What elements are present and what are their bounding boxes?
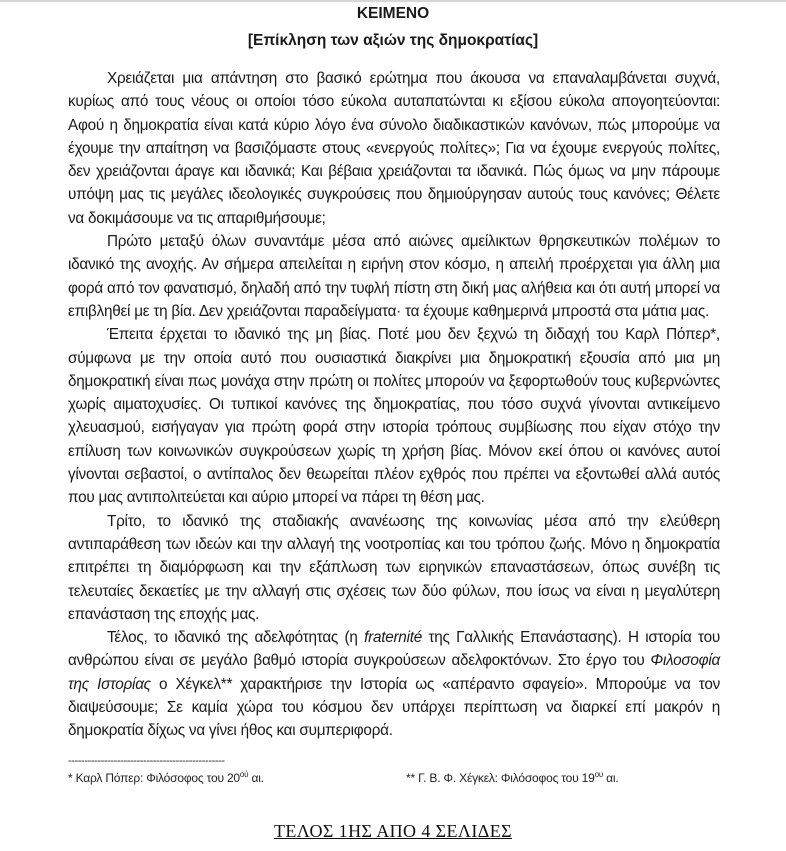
document-body [68,67,720,743]
footnote-text: * Καρλ Πόπερ: Φιλόσοφος του 20 [68,771,240,785]
paragraph: Έπειτα έρχεται το ιδανικό της μη βίας. Ποτέ μου δεν ξεχνώ τη διδαχή του Καρλ Πόπερ*, σύμφωνα με την οποία αυτό που ουσιαστικά διακρίνει μια δημοκρατική εξουσία από μια μη δημοκρατική είναι πως μονάχα στην πρώτη οι πολίτες μπορούν να ξεφορτωθούν τους κυβερνώντες χωρίς αιματοχυσίες. Οι τυπικοί κανόνες της δημοκρατίας, που τόσο συχνά γίνονται αντικείμενο χλευασμού, εισήγαγαν για πρώτη φορά στην ιστορία τρόπους συμβίωσης που είχαν στόχο την επίλυση των κοινωνικών συγκρούσεων χωρίς τη χρήση βίας. Μόνον εκεί όπου οι κανόνες αυτοί γίνονται σεβαστοί, ο αντίπαλος δεν θεωρείται πλέον εχθρός που πρέπει να εξοντωθεί αλλά αυτός που μας αντιπολιτεύεται και αύριο μπορεί να πάρει τη θέση μας. [68,326,720,507]
footnote-text: ** Γ. Β. Φ. Χέγκελ: Φιλόσοφος του 19 [406,771,595,785]
document-subtitle: [Επίκληση των αξιών της δημοκρατίας] [247,32,539,49]
text-run: της Γαλλικής Επανάστασης). Η ιστορία του ανθρώπου είναι σε μεγάλο βαθμό ιστορία συγκρούσεων αδελφοκτόνων. Στο έργο του [68,629,720,670]
footnote-suffix: αι. [603,771,619,785]
paragraph-last [68,626,720,742]
text-run: ο Χέγκελ** χαρακτήρισε την Ιστορία ως «απέραντο σφαγείο». Μπορούμε να τον διαψεύσουμε; Σε καμία χώρα του κόσμου δεν υπάρχει περίπτωση να διαρκεί επί μακρόν η δημοκρατία δίχως να γίνει ήθος και συμπεριφορά. [68,675,720,740]
footnote-hegel [406,771,619,785]
footnote-sup: ου [594,770,604,779]
footnote-separator: ------------------------------------------------ [68,755,225,767]
page-top-border [0,0,786,2]
paragraph: Πρώτο μεταξύ όλων συναντάμε μέσα από αιώνες αμείλικτων θρησκευτικών πολέμων το ιδανικό της ανοχής. Αν σήμερα απειλείται η ειρήνη στον κόσμο, η απειλή προέρχεται για άλλη μια φορά από τον φανατισμό, δηλαδή από την τυφλή πίστη στη δική μας αλήθεια και ότι αυτή μπορεί να επιβληθεί με τη βία. Δεν χρειάζονται παραδείγματα· τα έχουμε καθημερινά μπροστά στα μάτια μας. [68,233,720,320]
page-footer: ΤΕΛΟΣ 1ΗΣ ΑΠΟ 4 ΣΕΛΙΔΕΣ [273,821,513,841]
italic-term: fraternité [364,629,422,647]
footnote-suffix: αι. [248,771,264,785]
paragraph: Χρειάζεται μια απάντηση στο βασικό ερώτημα που άκουσα να επαναλαμβάνεται συχνά, κυρίως από τους νέους οι οποίοι τόσο εύκολα αυταπατώνται κι εξίσου εύκολα απογοητεύονται: Αφού η δημοκρατία είναι κατά κύριο λόγο ένα σύνολο διαδικαστικών κανόνων, πώς μπορούμε να έχουμε την απαίτηση να βασιζόμαστε στους «ενεργούς πολίτες»; Για να έχουμε ενεργούς πολίτες, δεν χρειάζονται άραγε και ιδανικά; Και βέβαια χρειάζονται τα ιδανικά. Πώς όμως να μην πάρουμε υπόψη μας τις μεγάλες ιδεολογικές συγκρούσεις που δημιούργησαν αυτούς τους κανόνες; Θέλετε να δοκιμάσουμε να τις απαριθμήσουμε; [68,70,720,227]
footnote-sup: ού [239,770,249,779]
text-run: Τέλος, το ιδανικό της αδελφότητας (η [107,629,365,647]
footnote-popper [68,771,264,785]
paragraph: Τρίτο, το ιδανικό της σταδιακής ανανέωσης της κοινωνίας μέσα από την ελεύθερη αντιπαράθεση των ιδεών και την αλλαγή της νοοτροπίας και του τρόπου ζωής. Μόνο η δημοκρατία επιτρέπει τη διαμόρφωση και την εξάπλωση των ειρηνικών επαναστάσεων, όπως συνέβη τις τελευταίες δεκαετίες με την αλλαγή στις σχέσεις των δύο φύλων, που ίσως να είναι η μεγαλύτερη επανάσταση της εποχής μας. [68,512,720,623]
document-title: ΚΕΙΜΕΝΟ [356,5,430,22]
book-title: Φιλοσοφία της Ιστορίας [68,652,720,693]
